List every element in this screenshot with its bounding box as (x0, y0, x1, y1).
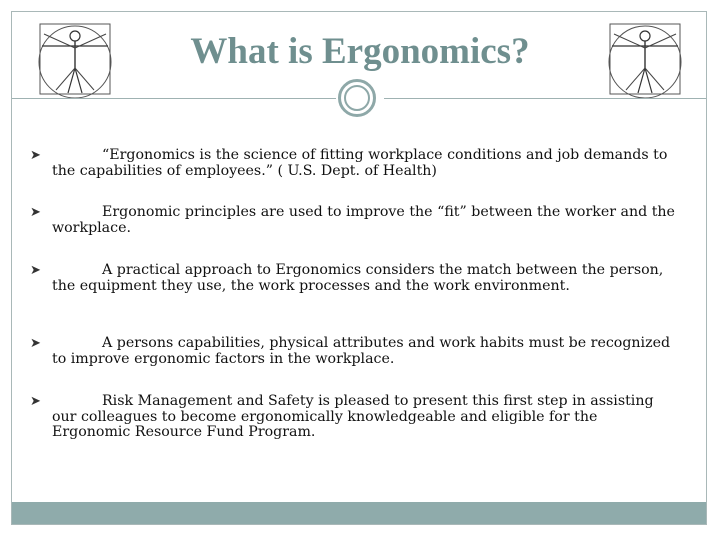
bullet-item (30, 148, 680, 179)
bullet-item (30, 263, 680, 294)
arrowhead-bullet-icon: ➤ (30, 336, 41, 351)
footer-bar (12, 502, 706, 524)
bullet-item (30, 336, 680, 367)
bullet-item (30, 394, 680, 441)
arrowhead-bullet-icon: ➤ (30, 205, 41, 220)
bullet-text: A persons capabilities, physical attributes and work habits must be recognized to improve ergonomic factors in the workplace. (52, 335, 671, 367)
arrowhead-bullet-icon: ➤ (30, 263, 41, 278)
slide-title: What is Ergonomics? (190, 31, 530, 72)
bullet-text: “Ergonomics is the science of fitting workplace conditions and job demands to the capabilities of employees.” ( U.S. Dept. of Health) (52, 147, 668, 179)
bullet-item (30, 205, 680, 236)
bullet-text: Risk Management and Safety is pleased to present this first step in assisting our colleagues to become ergonomically knowledgeable and eligible for the Ergonomic Resource Fund Program. (52, 393, 654, 441)
arrowhead-bullet-icon: ➤ (30, 148, 41, 163)
bullet-text: Ergonomic principles are used to improve the “fit” between the worker and the workplace. (52, 204, 675, 236)
arrowhead-bullet-icon: ➤ (30, 394, 41, 409)
bullet-text: A practical approach to Ergonomics considers the match between the person, the equipment they use, the work processes and the work environment. (52, 262, 664, 294)
